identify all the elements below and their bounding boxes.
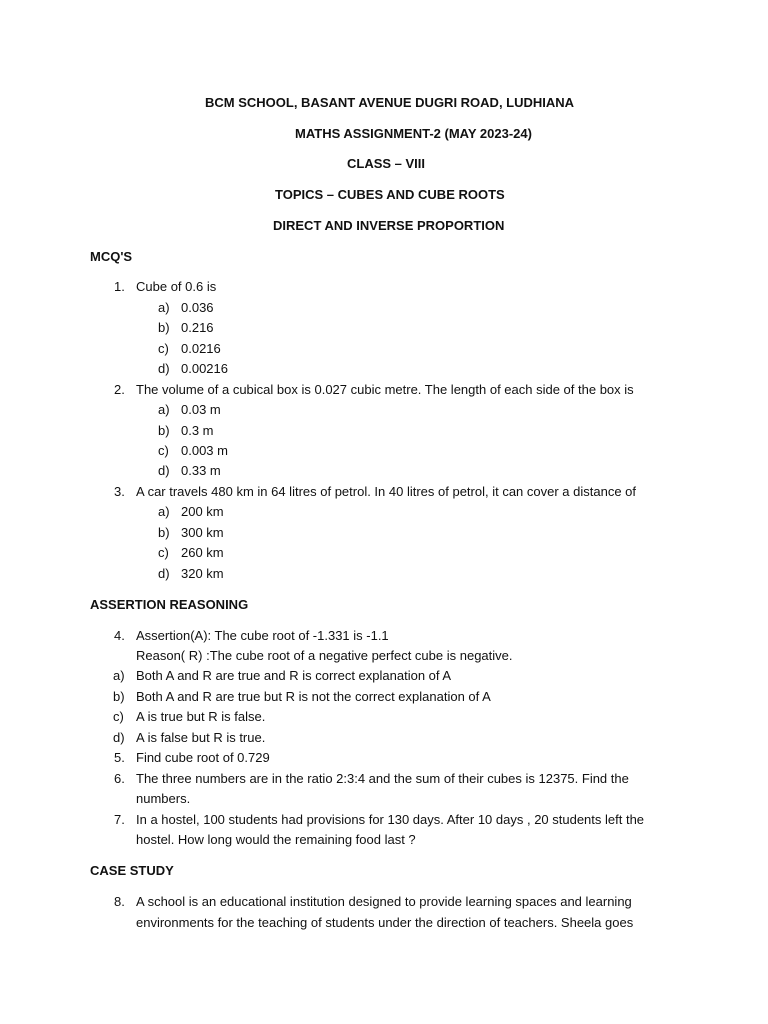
option-text: A is false but R is true. — [136, 730, 266, 745]
option-label: b) — [158, 423, 170, 438]
question-text: The three numbers are in the ratio 2:3:4 and the sum of their cubes is 12375. Find the — [136, 771, 629, 786]
option-text: 0.33 m — [181, 463, 221, 478]
mcq-heading: MCQ'S — [90, 249, 133, 264]
option-label: b) — [158, 525, 170, 540]
topic-line-1: TOPICS – CUBES AND CUBE ROOTS — [275, 187, 505, 202]
option-label: c) — [158, 545, 169, 560]
option-text: 0.0216 — [181, 341, 221, 356]
question-number: 1. — [114, 279, 125, 294]
question-text-continued: environments for the teaching of students under the direction of teachers. Sheela goes — [136, 915, 634, 930]
question-number: 4. — [114, 628, 125, 643]
option-text: 200 km — [181, 504, 224, 519]
question-text: A school is an educational institution designed to provide learning spaces and learning — [136, 894, 632, 909]
option-label: a) — [158, 402, 170, 417]
option-label: c) — [113, 709, 124, 724]
question-text-continued: hostel. How long would the remaining food last ? — [136, 832, 416, 847]
option-text: 300 km — [181, 525, 224, 540]
option-text: 0.03 m — [181, 402, 221, 417]
case-study-heading: CASE STUDY — [90, 863, 174, 878]
option-label: d) — [158, 566, 170, 581]
question-text-continued: numbers. — [136, 791, 191, 806]
option-label: a) — [113, 668, 125, 683]
reason-text: Reason( R) :The cube root of a negative perfect cube is negative. — [136, 648, 513, 663]
option-label: d) — [158, 463, 170, 478]
assignment-title: MATHS ASSIGNMENT-2 (MAY 2023-24) — [295, 126, 532, 141]
option-label: c) — [158, 443, 169, 458]
option-text: 0.3 m — [181, 423, 214, 438]
option-text: 260 km — [181, 545, 224, 560]
question-text: In a hostel, 100 students had provisions for 130 days. After 10 days , 20 students left the — [136, 812, 645, 827]
question-number: 5. — [114, 750, 125, 765]
class-label: CLASS – VIII — [347, 156, 426, 171]
option-text: 320 km — [181, 566, 224, 581]
question-text: Find cube root of 0.729 — [136, 750, 270, 765]
question-text: A car travels 480 km in 64 litres of petrol. In 40 litres of petrol, it can cover a distance of — [136, 484, 637, 499]
option-text: 0.036 — [181, 300, 214, 315]
question-text: Cube of 0.6 is — [136, 279, 217, 294]
option-label: a) — [158, 300, 170, 315]
option-label: c) — [158, 341, 169, 356]
option-text: 0.003 m — [181, 443, 228, 458]
question-number: 8. — [114, 894, 125, 909]
question-number: 7. — [114, 812, 125, 827]
option-text: 0.216 — [181, 320, 214, 335]
option-label: a) — [158, 504, 170, 519]
option-text: A is true but R is false. — [136, 709, 266, 724]
option-label: d) — [158, 361, 170, 376]
question-number: 2. — [114, 382, 125, 397]
option-label: d) — [113, 730, 125, 745]
option-text: Both A and R are true but R is not the correct explanation of A — [136, 689, 491, 704]
question-number: 6. — [114, 771, 125, 786]
option-text: Both A and R are true and R is correct explanation of A — [136, 668, 452, 683]
question-text: The volume of a cubical box is 0.027 cubic metre. The length of each side of the box is — [136, 382, 634, 397]
school-name: BCM SCHOOL, BASANT AVENUE DUGRI ROAD, LUDHIANA — [205, 95, 575, 110]
assertion-heading: ASSERTION REASONING — [90, 597, 249, 612]
question-number: 3. — [114, 484, 125, 499]
topic-line-2: DIRECT AND INVERSE PROPORTION — [273, 218, 505, 233]
option-label: b) — [113, 689, 125, 704]
option-label: b) — [158, 320, 170, 335]
assertion-text: Assertion(A): The cube root of -1.331 is -1.1 — [136, 628, 389, 643]
option-text: 0.00216 — [181, 361, 228, 376]
